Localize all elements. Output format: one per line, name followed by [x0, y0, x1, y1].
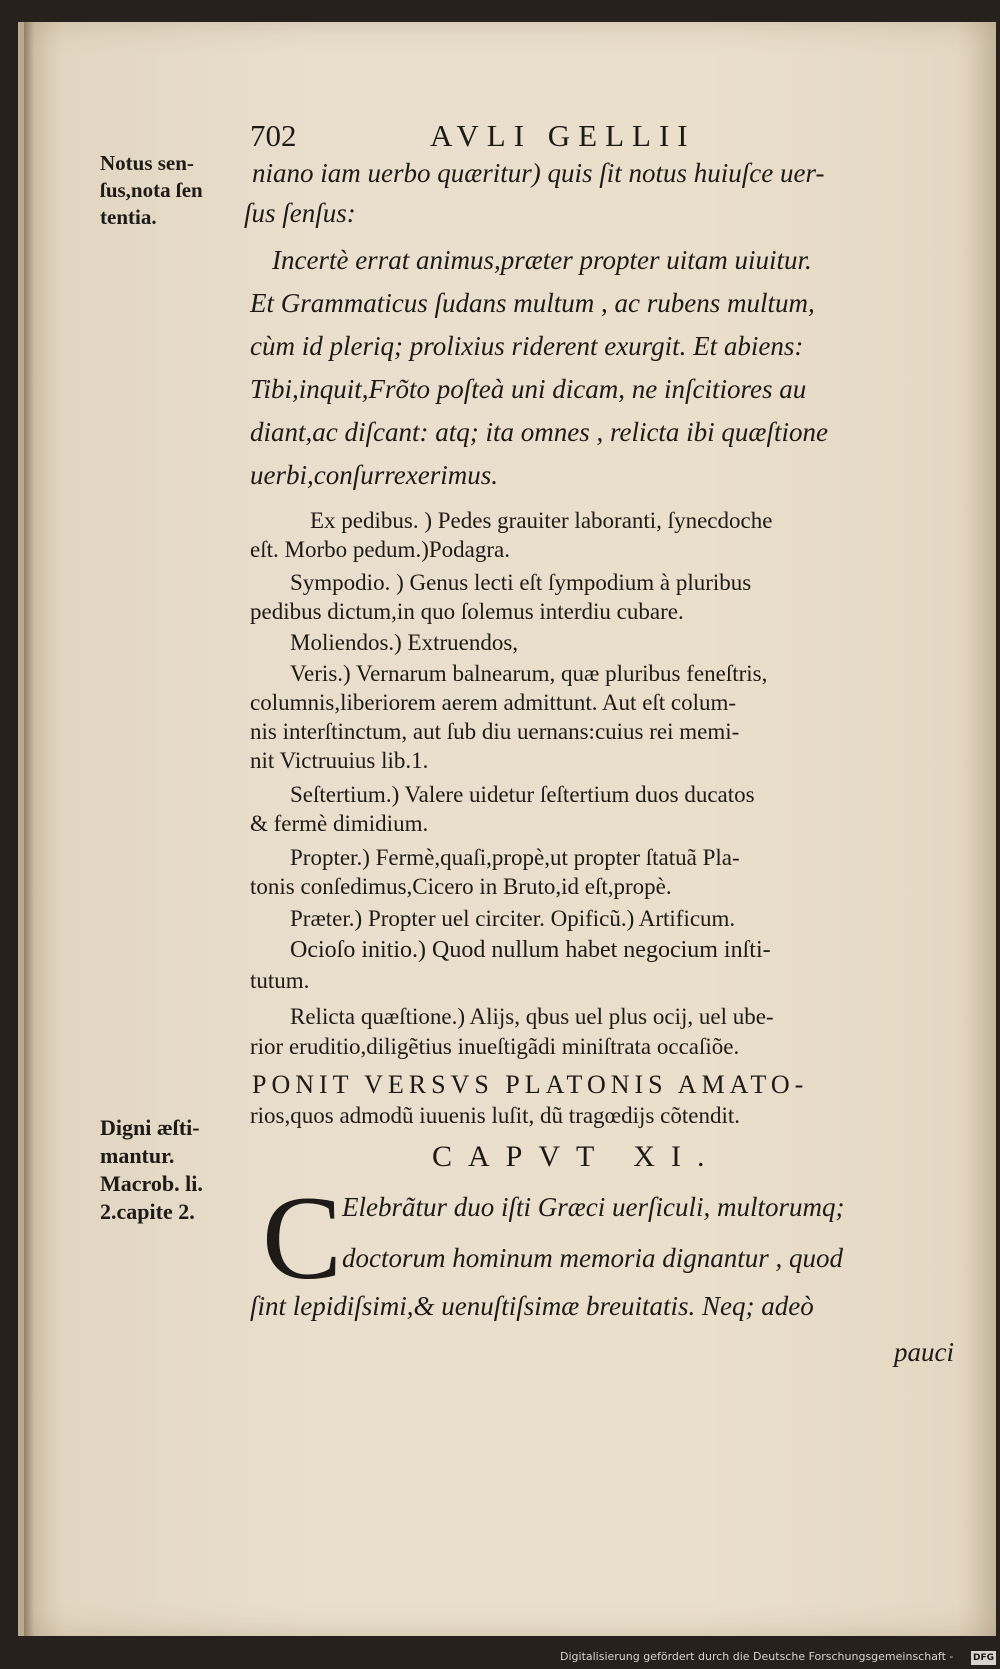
margin-note-notus-sensus	[100, 150, 260, 231]
margin-note-line: mantur.	[100, 1143, 175, 1168]
commentary-line: pedibus dictum,in quo ſolemus interdiu cubare.	[250, 599, 684, 624]
text-line: niano iam uerbo quæritur) quis ſit notus huiuſce uer-	[252, 158, 825, 188]
margin-note-line: Notus sen-	[100, 151, 194, 175]
margin-note-line: Macrob. li.	[100, 1171, 203, 1196]
text-line: Et Grammaticus ſudans multum , ac rubens multum,	[250, 288, 815, 318]
gutter-shadow	[24, 22, 34, 1636]
text-line: ſint lepidiſsimi,& uenuſtiſsimæ breuitatis. Neq; adeò	[250, 1291, 814, 1321]
commentary-line: tutum.	[250, 968, 310, 993]
commentary-line: columnis,liberiorem aerem admittunt. Aut eſt colum-	[250, 690, 737, 715]
chapter-heading: CAPVT XI.	[432, 1140, 721, 1173]
commentary-line: Veris.) Vernarum balnearum, quæ pluribus feneſtris,	[290, 661, 768, 686]
commentary-line: rior eruditio,diligẽtius inueſtigãdi miniſtrata occaſiõe.	[250, 1034, 740, 1059]
margin-note-line: ſus,nota ſen	[100, 178, 203, 202]
margin-note-digni-aestimantur	[100, 1114, 260, 1226]
commentary-line: Præter.) Propter uel circiter. Opificũ.) Artificum.	[290, 906, 736, 931]
commentary-line: Moliendos.) Extruendos,	[290, 630, 519, 655]
margin-note-line: 2.capite 2.	[100, 1199, 195, 1224]
dfg-logo: DFG	[972, 1653, 994, 1663]
chapter-summary-heading: PONIT VERSVS PLATONIS AMATO-	[252, 1070, 809, 1099]
text-line: ſus ſenſus:	[244, 198, 356, 228]
verse-line: Incertè errat animus,præter propter uitam uiuitur.	[272, 245, 812, 275]
commentary-line: & fermè dimidium.	[250, 811, 429, 836]
commentary-line: Relicta quæſtione.) Alijs, qbus uel plus ocij, uel ube-	[290, 1004, 774, 1029]
running-header	[250, 118, 790, 158]
commentary-line: Ex pedibus. ) Pedes grauiter laboranti, ſynecdoche	[310, 508, 773, 533]
digitization-credit: Digitalisierung gefördert durch die Deutsche Forschungsgemeinschaft -	[560, 1650, 954, 1663]
commentary-line: Propter.) Fermè,quaſi,propè,ut propter ſtatuã Pla-	[290, 845, 740, 870]
text-line: Tibi,inquit,Frõto poſteà uni dicam, ne inſcitiores au	[250, 374, 807, 404]
margin-note-line: tentia.	[100, 205, 157, 229]
text-line: uerbi,conſurrexerimus.	[250, 460, 498, 490]
text-line: doctorum hominum memoria dignantur , quod	[342, 1243, 843, 1273]
commentary-line: nit Victruuius lib.1.	[250, 748, 429, 773]
chapter-summary-line: rios,quos admodũ iuuenis luſit, dũ tragœdijs cõtendit.	[250, 1103, 740, 1128]
commentary-line: Sympodio. ) Genus lecti eſt ſympodium à pluribus	[290, 570, 752, 595]
page-number: 702	[250, 118, 297, 153]
commentary-line: nis interſtinctum, aut ſub diu uernans:cuius rei memi-	[250, 719, 740, 744]
commentary-line: Ocioſo initio.) Quod nullum habet negocium inſti-	[290, 937, 771, 963]
commentary-line: eſt. Morbo pedum.)Podagra.	[250, 537, 510, 562]
running-title: AVLI GELLII	[430, 118, 696, 153]
commentary-line: tonis conſedimus,Cicero in Bruto,id eſt,propè.	[250, 874, 672, 899]
margin-note-line: Digni æſti-	[100, 1115, 200, 1140]
commentary-line: Seſtertium.) Valere uidetur ſeſtertium duos ducatos	[290, 782, 755, 807]
text-line: cùm id pleriq; prolixius riderent exurgit. Et abiens:	[250, 331, 804, 361]
drop-cap: C	[262, 1171, 343, 1304]
text-line: Elebrãtur duo iſti Græci uerſiculi, multorumq;	[342, 1192, 845, 1222]
text-line: diant,ac diſcant: atq; ita omnes , relicta ibi quæſtione	[250, 417, 828, 447]
catchword: pauci	[894, 1337, 954, 1367]
